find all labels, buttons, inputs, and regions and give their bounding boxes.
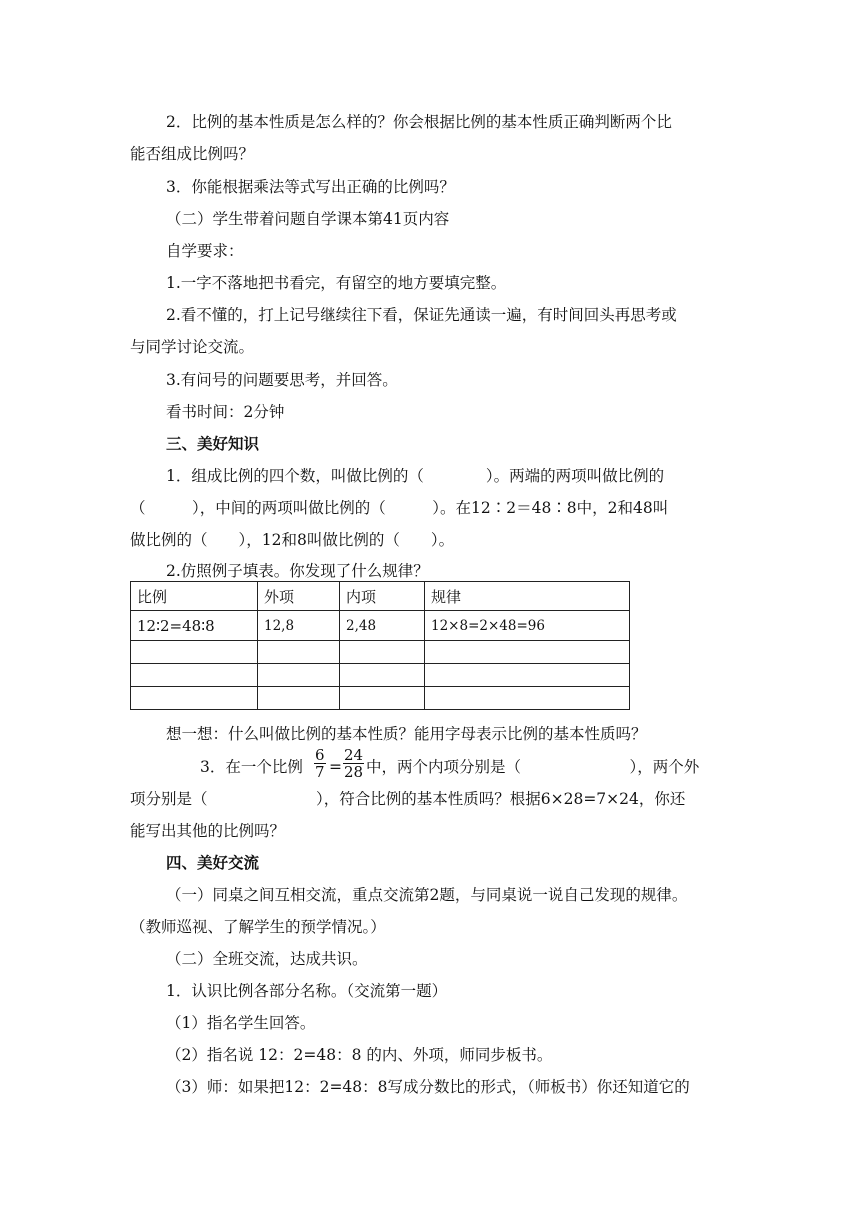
question-2-line-2: 能否组成比例吗？ [130,145,255,163]
table-row [131,664,630,687]
table-header-cell: 内项 [340,582,425,611]
knowledge-3-line-3: 能写出其他的比例吗？ [130,822,286,840]
table-header-row [131,582,630,611]
reading-time: 看书时间：2分钟 [166,403,285,421]
requirement-2-line-1: 2.看不懂的，打上记号继续往下看，保证先通读一遍，有时间回头再思考或 [166,306,677,324]
section-4-heading: 四、美好交流 [166,853,260,872]
fraction-denominator: 28 [344,763,364,781]
section-3-heading: 三、美好知识 [166,434,260,453]
question-2-line-1: 2．比例的基本性质是怎么样的？你会根据比例的基本性质正确判断两个比 [166,113,672,131]
fraction-6-7 [314,747,326,780]
requirement-3: 3.有问号的问题要思考，并回答。 [166,371,398,389]
question-3: 3．你能根据乘法等式写出正确的比例吗？ [166,178,455,196]
table-cell: 12∶2=48∶8 [131,611,258,641]
knowledge-1-line-2: （ ），中间的两项叫做比例的（ ）。在12∶2＝48∶8中，2和48叫 [130,499,669,517]
knowledge-3-line-2: 项分别是（ ），符合比例的基本性质吗？根据6×28=7×24，你还 [130,790,686,808]
requirement-1: 1.一字不落地把书看完，有留空的地方要填完整。 [166,274,507,292]
fraction-24-28 [343,747,364,780]
communication-1-line-2: （教师巡视、了解学生的预学情况。） [130,918,386,936]
requirement-2-line-2: 与同学讨论交流。 [130,338,255,356]
proportion-table [130,581,630,710]
table-cell: 12×8=2×48=96 [425,611,630,641]
communication-4: （1）指名学生回答。 [166,1014,316,1032]
self-study-heading: （二）学生带着问题自学课本第41页内容 [166,210,450,228]
communication-6: （3）师：如果把12：2=48：8写成分数比的形式，（师板书）你还知道它的 [166,1078,690,1096]
equals-sign: = [329,758,342,776]
communication-2: （二）全班交流，达成共识。 [166,950,368,968]
knowledge-2: 2.仿照例子填表。你发现了什么规律？ [166,562,429,580]
table-cell: 12,8 [258,611,340,641]
knowledge-3-suffix: 中，两个内项分别是（ ），两个外 [366,758,700,776]
fraction-denominator: 7 [315,763,325,781]
communication-5: （2）指名说 12：2=48：8 的内、外项，师同步板书。 [166,1046,553,1064]
fraction-numerator: 6 [315,746,325,764]
table-cell: 2,48 [340,611,425,641]
table-header-cell: 外项 [258,582,340,611]
table-row [131,641,630,664]
table-header-cell: 规律 [425,582,630,611]
communication-1-line-1: （一）同桌之间互相交流，重点交流第2题，与同桌说一说自己发现的规律。 [166,886,688,904]
think-prompt: 想一想：什么叫做比例的基本性质？能用字母表示比例的基本性质吗？ [166,725,647,743]
communication-3: 1．认识比例各部分名称。（交流第一题） [166,982,448,1000]
table-row [131,611,630,641]
knowledge-3-prefix: 3．在一个比例 [200,758,303,776]
table-header-cell: 比例 [131,582,258,611]
requirements-title: 自学要求： [166,242,244,260]
knowledge-1-line-3: 做比例的（ ），12和8叫做比例的（ ）。 [130,531,455,549]
fraction-numerator: 24 [344,746,364,764]
table-row [131,687,630,710]
knowledge-1-line-1: 1．组成比例的四个数，叫做比例的（ ）。两端的两项叫做比例的 [166,467,665,485]
